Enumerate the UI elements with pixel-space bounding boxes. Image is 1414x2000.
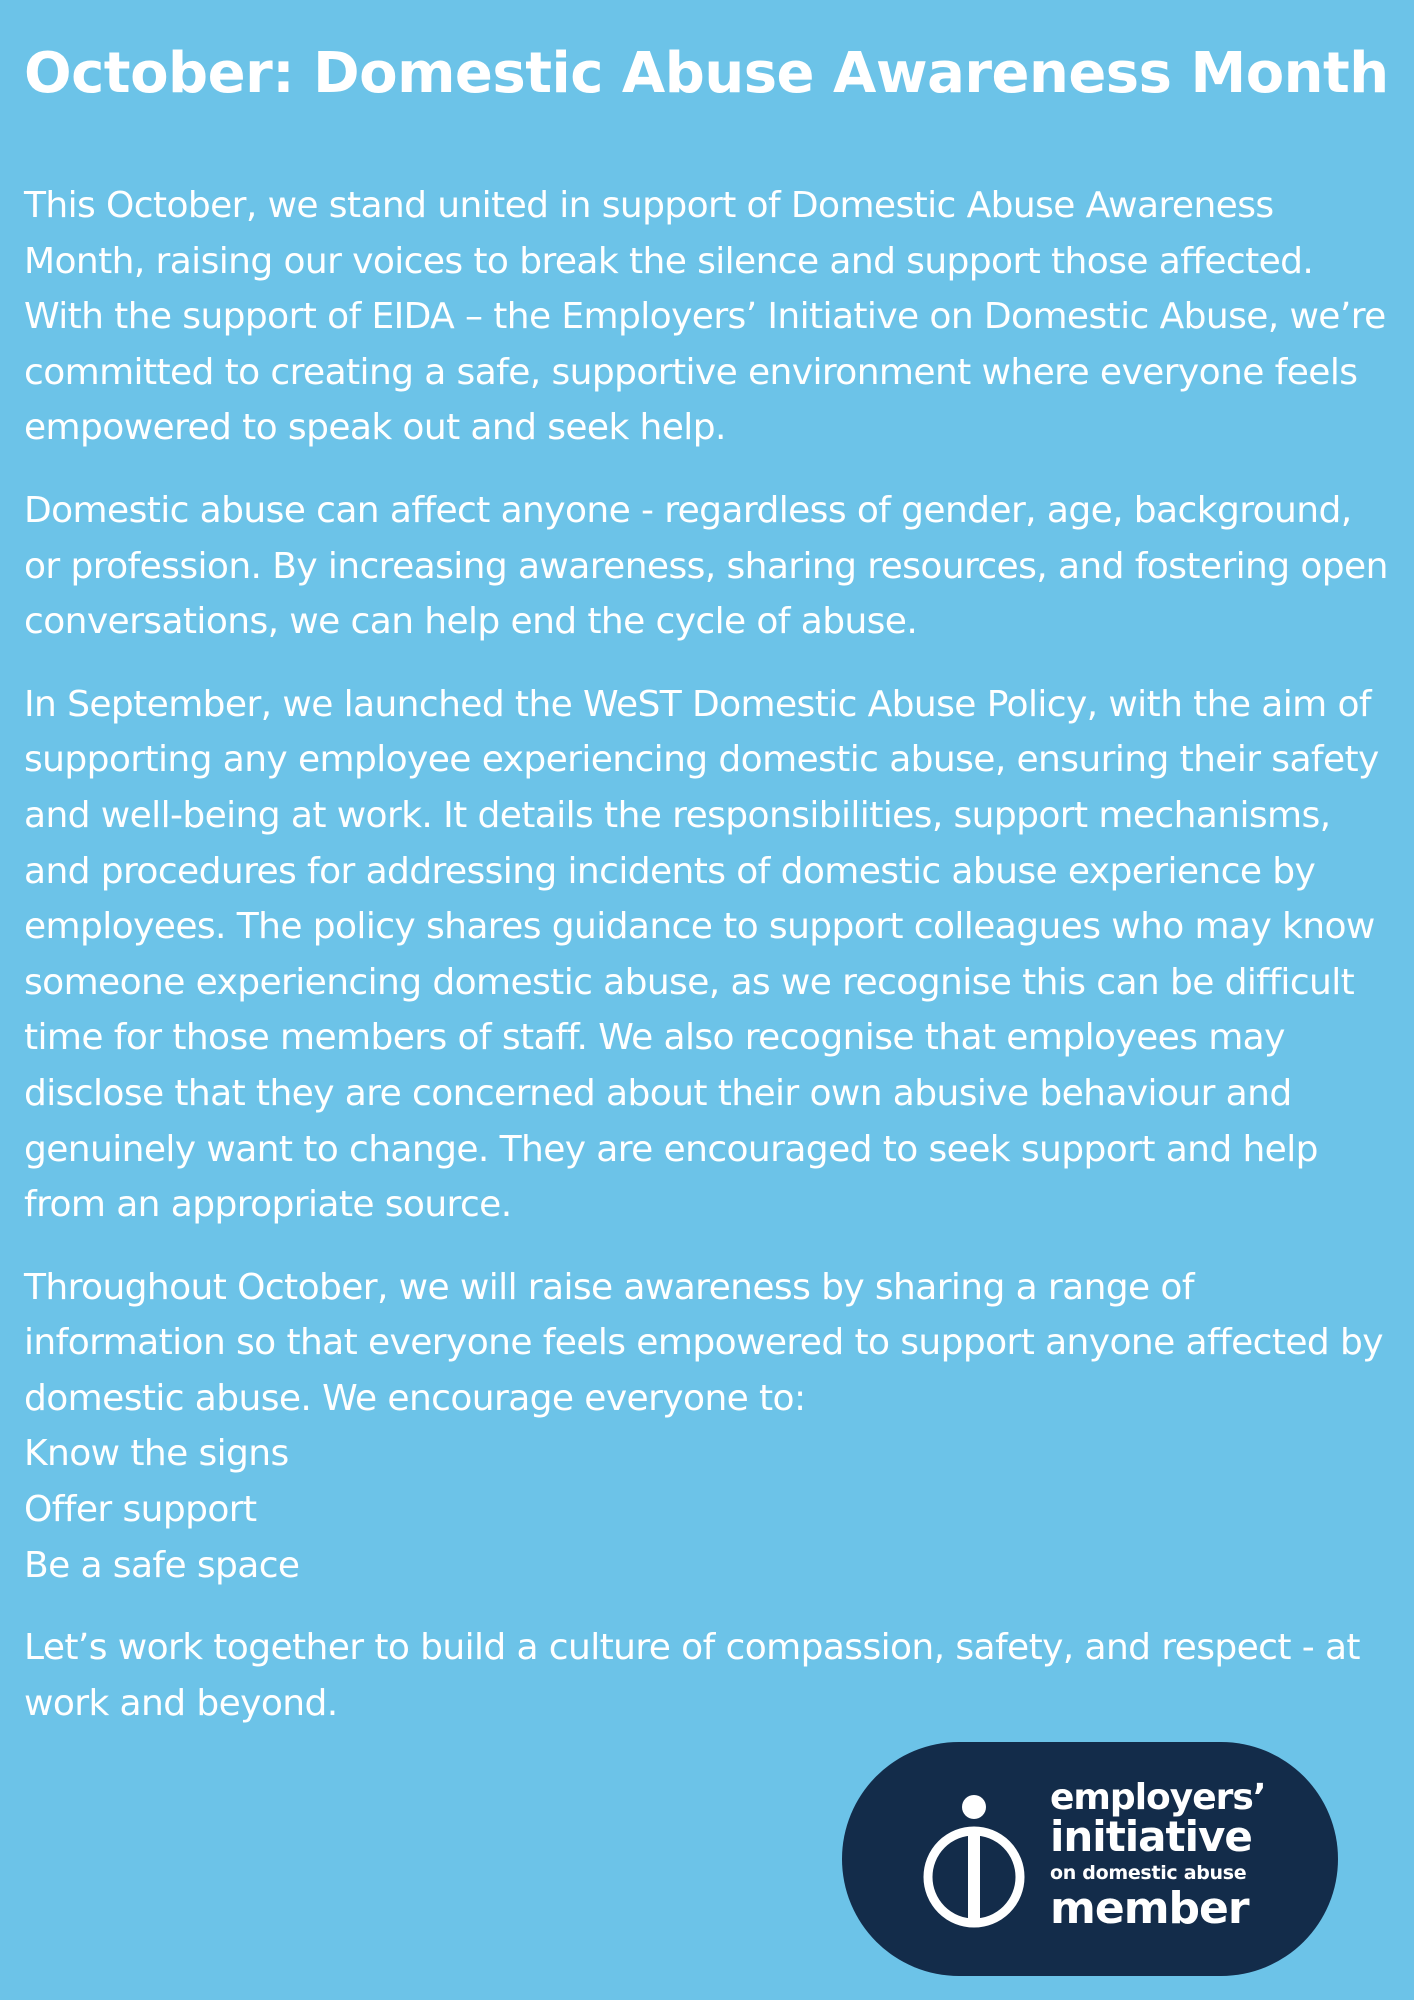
article-body (24, 178, 1394, 1731)
paragraph-closing: Let’s work together to build a culture of compassion, safety, and respect - at work and beyond. (24, 1627, 1360, 1724)
eida-member-badge (842, 1742, 1338, 1976)
paragraph-awareness: Domestic abuse can affect anyone - regardless of gender, age, background, or profession. By increasing awareness, sharing resources, and fostering open conversations, we can help end the cycle of abuse. (24, 489, 1388, 643)
badge-text (1050, 1777, 1266, 1934)
eida-logo-icon (920, 1790, 1030, 1930)
list-item: Be a safe space (24, 1544, 300, 1586)
paragraph-intro: This October, we stand united in support of Domestic Abuse Awareness Month, raising our voices to break the silence and support those affected. With the support of EIDA – the Employers’ Initiative on Domestic Abuse, we’re committed to creating a safe, supportive environment where everyone feels empowered to speak out and seek help. (24, 185, 1386, 449)
page-content (24, 0, 1394, 1758)
badge-line-initiative: initiative (1050, 1812, 1252, 1861)
list-item: Offer support (24, 1489, 257, 1531)
list-item: Know the signs (24, 1433, 289, 1475)
action-list (24, 1426, 1394, 1593)
badge-line-member: member (1050, 1883, 1249, 1934)
page-title: October: Domestic Abuse Awareness Month (24, 41, 1389, 106)
paragraph-policy: In September, we launched the WeST Domestic Abuse Policy, with the aim of supporting any employee experiencing domestic abuse, ensuring their safety and well-being at work. It details the responsibilities, support mechanisms, and procedures for addressing incidents of domestic abuse experience by employees. The policy shares guidance to support colleagues who may know someone experiencing domestic abuse, as we recognise this can be difficult time for those members of staff. We also recognise that employees may disclose that they are concerned about their own abusive behaviour and genuinely want to change. They are encouraged to seek support and help from an appropriate source. (24, 683, 1379, 1226)
paragraph-october: Throughout October, we will raise awareness by sharing a range of information so that everyone feels empowered to support anyone affected by domestic abuse. We encourage everyone to: (24, 1266, 1383, 1419)
badge-line-domestic-abuse: on domestic abuse (1050, 1862, 1247, 1884)
badge-line-employers: employers’ (1050, 1777, 1266, 1818)
